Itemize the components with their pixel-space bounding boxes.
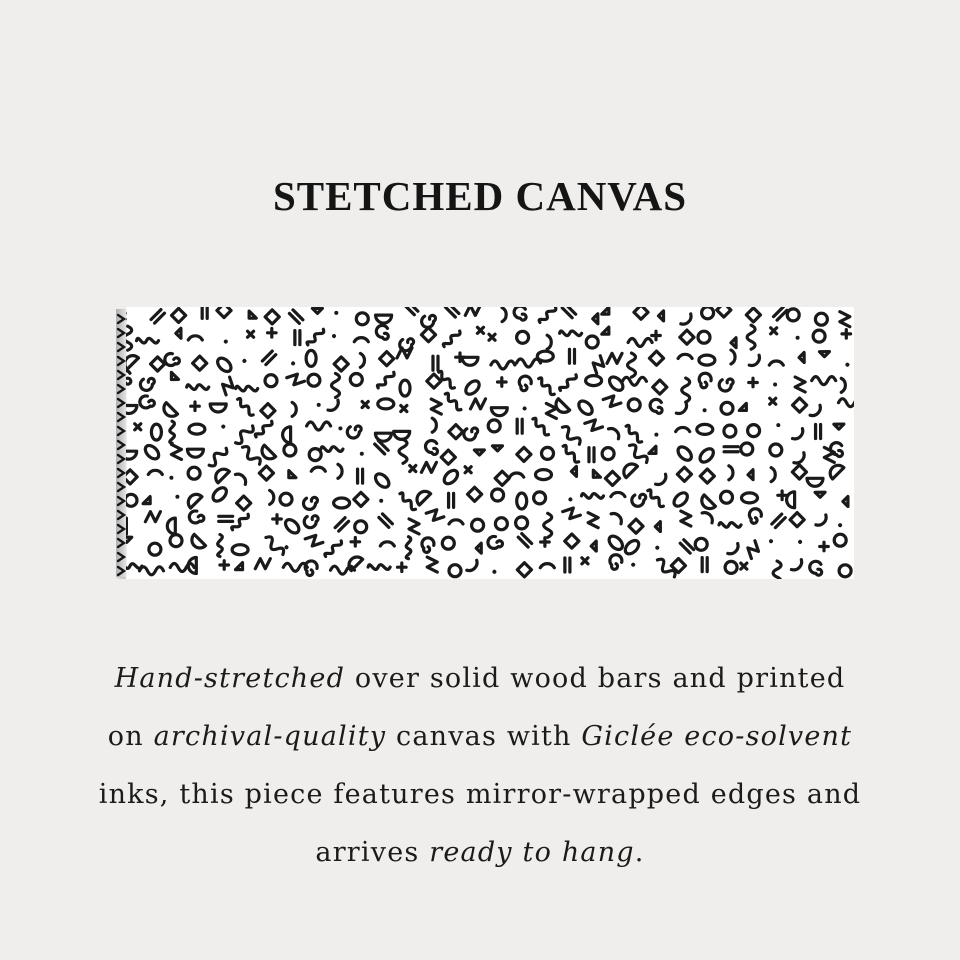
- description-line-4: arrives ready to hang.: [315, 837, 645, 868]
- pattern-doodle: [338, 426, 342, 430]
- pattern-doodle: [489, 334, 495, 340]
- pattern-doodle: [248, 331, 254, 337]
- pattern-doodle: [410, 466, 416, 472]
- pattern-doodle: [379, 499, 383, 503]
- product-description: [60, 650, 900, 882]
- pattern-doodle: [334, 311, 338, 315]
- canvas-print-image: [116, 307, 854, 579]
- description-line-2: on archival-quality canvas with Giclée eco-solvent: [107, 721, 853, 752]
- pattern-doodle: [776, 423, 780, 427]
- pattern-doodle: [360, 452, 364, 456]
- pattern-doodle: [362, 402, 368, 408]
- page-title: STETCHED CANVAS: [272, 173, 688, 219]
- pattern-doodle: [796, 336, 800, 340]
- pattern-doodle: [770, 398, 776, 404]
- pattern-doodle: [477, 327, 483, 333]
- pattern-doodle: [654, 433, 658, 437]
- pattern-doodle: [135, 424, 141, 430]
- pattern-doodle: [773, 383, 777, 387]
- pattern-doodle: [741, 563, 747, 569]
- pattern-doodle: [582, 558, 588, 564]
- pattern-doodle: [317, 403, 321, 407]
- description-line-1: Hand-stretched over solid wood bars and printed: [114, 663, 846, 694]
- pattern-doodle: [175, 495, 179, 499]
- pattern-doodle: [465, 467, 471, 473]
- pattern-doodle: [169, 476, 173, 480]
- pattern-doodle: [771, 328, 777, 334]
- pattern-doodle: [401, 406, 407, 412]
- pattern-doodle: [703, 408, 707, 412]
- description-line-3: inks, this piece features mirror-wrapped edges and: [98, 779, 862, 810]
